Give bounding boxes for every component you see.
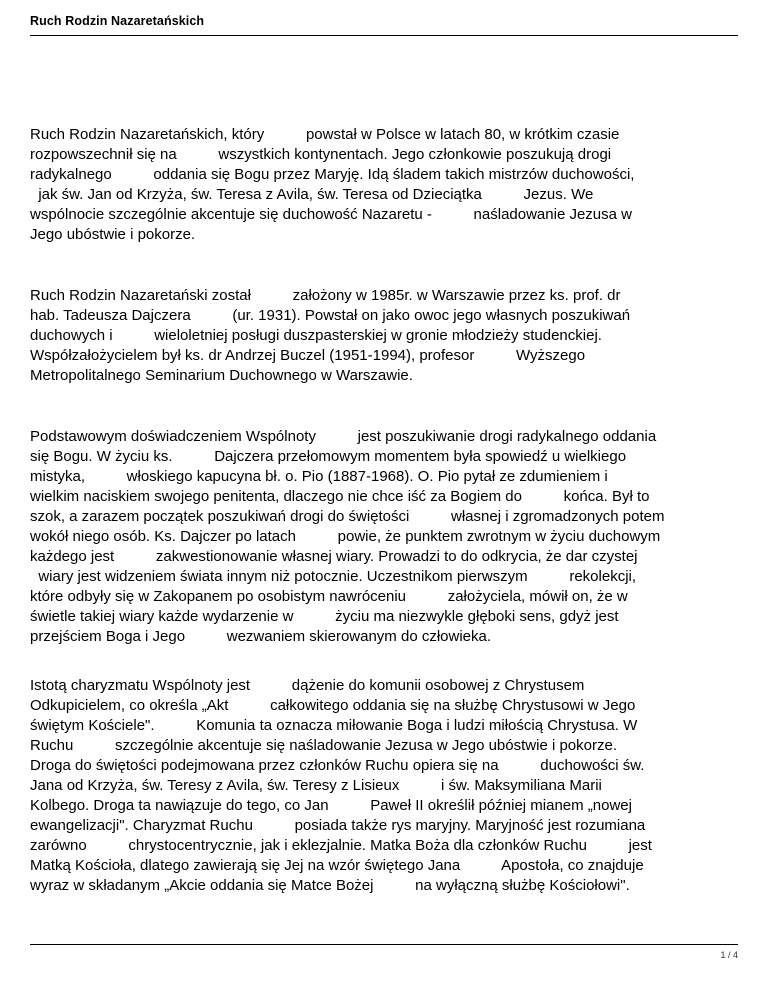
paragraph-line: Metropolitalnego Seminarium Duchownego w Warszawie. bbox=[30, 367, 413, 384]
paragraph-line: Ruch Rodzin Nazaretański został założony w 1985r. w Warszawie przez ks. prof. dr bbox=[30, 287, 621, 304]
paragraph-line: mistyka, włoskiego kapucyna bł. o. Pio (1887-1968). O. Pio pytał ze zdumieniem i bbox=[30, 468, 608, 485]
paragraph-line: Matką Kościoła, dlatego zawierają się Jej na wzór świętego Jana Apostoła, co znajduje bbox=[30, 857, 644, 874]
paragraph-line: wspólnocie szczególnie akcentuje się duchowość Nazaretu - naśladowanie Jezusa w bbox=[30, 206, 632, 223]
paragraph-3 bbox=[30, 427, 742, 647]
paragraph-line: radykalnego oddania się Bogu przez Maryję. Idą śladem takich mistrzów duchowości, bbox=[30, 166, 635, 183]
paragraph-line: jak św. Jan od Krzyża, św. Teresa z Avila, św. Teresa od Dzieciątka Jezus. We bbox=[30, 186, 594, 203]
paragraph-line: Jana od Krzyża, św. Teresy z Avila, św. Teresy z Lisieux i św. Maksymiliana Marii bbox=[30, 777, 602, 794]
paragraph-line: wiary jest widzeniem świata innym niż potocznie. Uczestnikom pierwszym rekolekcji, bbox=[30, 568, 637, 585]
paragraph-line: Droga do świętości podejmowana przez członków Ruchu opiera się na duchowości św. bbox=[30, 757, 645, 774]
paragraph-line: Jego ubóstwie i pokorze. bbox=[30, 226, 196, 243]
paragraph-line: Ruch Rodzin Nazaretańskich, który powstał w Polsce w latach 80, w krótkim czasie bbox=[30, 126, 620, 143]
header-rule bbox=[30, 35, 738, 36]
paragraph-line: rozpowszechnił się na wszystkich kontynentach. Jego członkowie poszukują drogi bbox=[30, 146, 612, 163]
paragraph-line: ewangelizacji". Charyzmat Ruchu posiada także rys maryjny. Maryjność jest rozumiana bbox=[30, 817, 646, 834]
footer-rule bbox=[30, 944, 738, 945]
paragraph-line: wielkim naciskiem swojego penitenta, dlaczego nie chce iść za Bogiem do końca. Był to bbox=[30, 488, 650, 505]
paragraph-line: zarówno chrystocentrycznie, jak i eklezjalnie. Matka Boża dla członków Ruchu jest bbox=[30, 837, 652, 854]
paragraph-line: wokół niego osób. Ks. Dajczer po latach powie, że punktem zwrotnym w życiu duchowym bbox=[30, 528, 661, 545]
paragraph-line: Współzałożycielem był ks. dr Andrzej Buczel (1951-1994), profesor Wyższego bbox=[30, 347, 586, 364]
paragraph-line: które odbyły się w Zakopanem po osobistym nawróceniu założyciela, mówił on, że w bbox=[30, 588, 628, 605]
paragraph-line: Podstawowym doświadczeniem Wspólnoty jest poszukiwanie drogi radykalnego oddania bbox=[30, 428, 657, 445]
paragraph-4 bbox=[30, 676, 742, 896]
paragraph-line: Ruchu szczególnie akcentuje się naśladowanie Jezusa w Jego ubóstwie i pokorze. bbox=[30, 737, 617, 754]
paragraph-line: Istotą charyzmatu Wspólnoty jest dążenie do komunii osobowej z Chrystusem bbox=[30, 677, 585, 694]
paragraph-line: przejściem Boga i Jego wezwaniem skierowanym do człowieka. bbox=[30, 628, 492, 645]
paragraph-line: wyraz w składanym „Akcie oddania się Matce Bożej na wyłączną służbę Kościołowi". bbox=[30, 877, 630, 894]
paragraph-line: hab. Tadeusza Dajczera (ur. 1931). Powstał on jako owoc jego własnych poszukiwań bbox=[30, 307, 631, 324]
paragraph-line: Kolbego. Droga ta nawiązuje do tego, co Jan Paweł II określił później mianem „nowej bbox=[30, 797, 632, 814]
paragraph-line: każdego jest zakwestionowanie własnej wiary. Prowadzi to do odkrycia, że dar czystej bbox=[30, 548, 638, 565]
page-header-title: Ruch Rodzin Nazaretańskich bbox=[30, 14, 205, 28]
paragraph-line: szok, a zarazem początek poszukiwań drogi do świętości własnej i zgromadzonych potem bbox=[30, 508, 665, 525]
paragraph-line: świętym Kościele". Komunia ta oznacza miłowanie Boga i ludzi miłością Chrystusa. W bbox=[30, 717, 638, 734]
paragraph-line: się Bogu. W życiu ks. Dajczera przełomowym momentem była spowiedź u wielkiego bbox=[30, 448, 627, 465]
paragraph-1 bbox=[30, 125, 742, 245]
paragraph-2 bbox=[30, 286, 742, 386]
paragraph-line: świetle takiej wiary każde wydarzenie w życiu ma niezwykle głęboki sens, gdyż jest bbox=[30, 608, 619, 625]
paragraph-line: duchowych i wieloletniej posługi duszpasterskiej w gronie młodzieży studenckiej. bbox=[30, 327, 602, 344]
paragraph-line: Odkupicielem, co określa „Akt całkowitego oddania się na służbę Chrystusowi w Jego bbox=[30, 697, 636, 714]
page-number: 1 / 4 bbox=[720, 950, 738, 960]
